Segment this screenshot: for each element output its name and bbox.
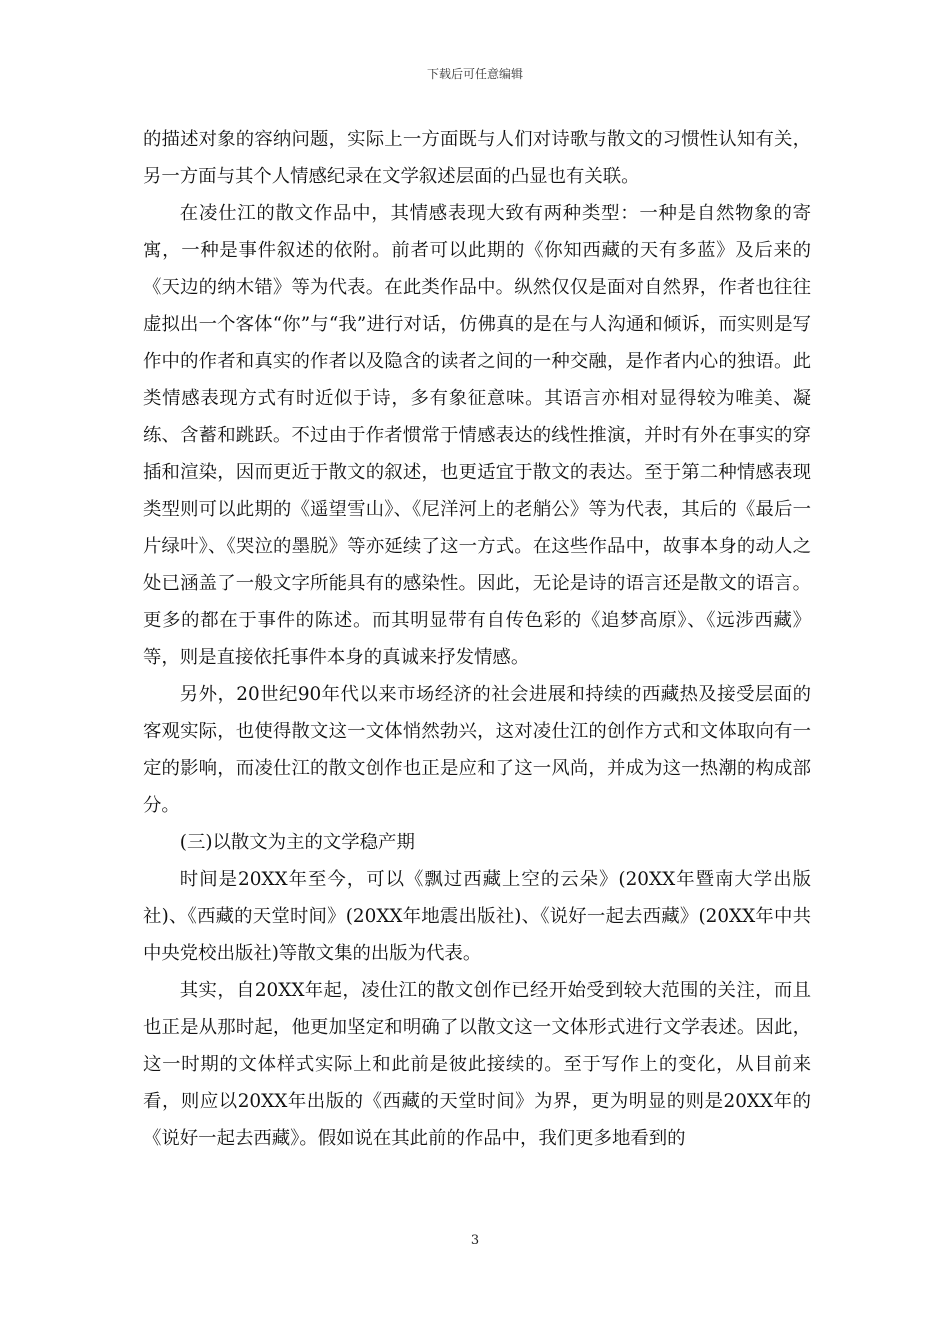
paragraph: 在凌仕江的散文作品中，其情感表现大致有两种类型：一种是自然物象的寄寓，一种是事件叙述的依附。前者可以此期的《你知西藏的天有多蓝》及后来的《天边的纳木错》等为代表。在此类作品中。纵然仅仅是面对自然界，作者也往往虚拟出一个客体“你”与“我”进行对话，仿佛真的是在与人沟通和倾诉，而实则是写作中的作者和真实的作者以及隐含的读者之间的一种交融，是作者内心的独语。此类情感表现方式有时近似于诗，多有象征意味。其语言亦相对显得较为唯美、凝练、含蓄和跳跃。不过由于作者惯常于情感表达的线性推演，并时有外在事实的穿插和渲染，因而更近于散文的叙述，也更适宜于散文的表达。至于第二种情感表现类型则可以此期的《遥望雪山》、《尼洋河上的老艄公》等为代表，其后的《最后一片绿叶》、《哭泣的墨脱》等亦延续了这一方式。在这些作品中，故事本身的动人之处已涵盖了一般文字所能具有的感染性。因此，无论是诗的语言还是散文的语言。更多的都在于事件的陈述。而其明显带有自传色彩的《追梦高原》、《远涉西藏》等，则是直接依托事件本身的真诚来抒发情感。: [143, 203, 811, 668]
paragraph-continued: 的描述对象的容纳问题，实际上一方面既与人们对诗歌与散文的习惯性认知有关，另一方面与其个人情感纪录在文学叙述层面的凸显也有关联。: [143, 129, 811, 187]
paragraph: 时间是20XX年至今，可以《飘过西藏上空的云朵》(20XX年暨南大学出版社)、《西藏的天堂时间》(20XX年地震出版社)、《说好一起去西藏》(20XX年中共中央党校出版社)等散文集的出版为代表。: [143, 869, 811, 964]
paragraph: 另外，20世纪90年代以来市场经济的社会进展和持续的西藏热及接受层面的客观实际，也使得散文这一文体悄然勃兴，这对凌仕江的创作方式和文体取向有一定的影响，而凌仕江的散文创作也正是应和了这一风尚，并成为这一热潮的构成部分。: [143, 684, 811, 816]
page-number: 3: [470, 1233, 480, 1248]
paragraph: 其实，自20XX年起，凌仕江的散文创作已经开始受到较大范围的关注，而且也正是从那时起，他更加坚定和明确了以散文这一文体形式进行文学表述。因此，这一时期的文体样式实际上和此前是彼此接续的。至于写作上的变化，从目前来看，则应以20XX年出版的《西藏的天堂时间》为界，更为明显的则是20XX年的《说好一起去西藏》。假如说在其此前的作品中，我们更多地看到的: [143, 980, 811, 1149]
section-heading: (三)以散文为主的文学稳产期: [179, 832, 415, 853]
page-header: 下载后可任意编辑: [426, 67, 523, 81]
document-body: [143, 121, 811, 1157]
